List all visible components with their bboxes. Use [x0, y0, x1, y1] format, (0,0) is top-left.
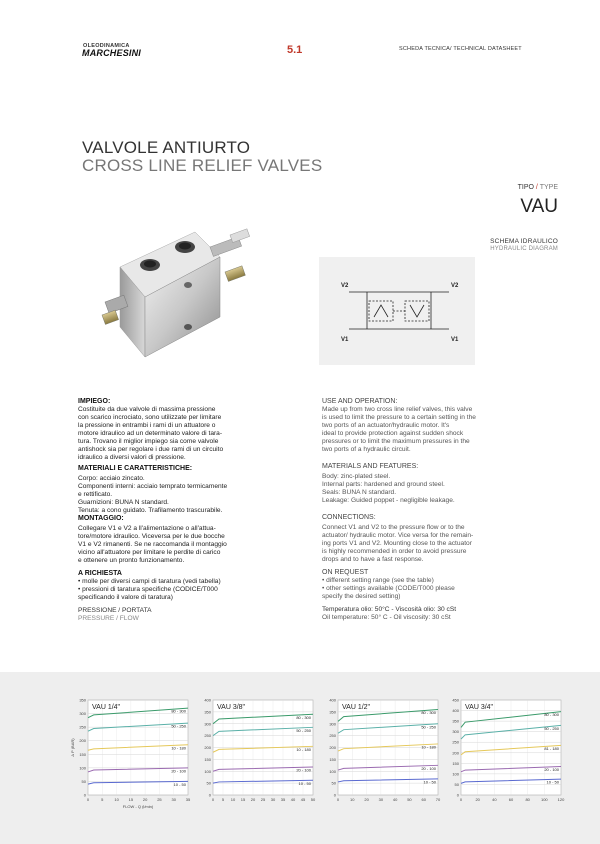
series-label: 10 - 180	[171, 745, 186, 751]
heading-richiesta: A RICHIESTA	[78, 570, 122, 577]
series-label: 80 - 300	[296, 714, 311, 720]
x-tick-label: 10	[350, 797, 355, 802]
y-tick-label: 50	[454, 781, 459, 787]
datasheet-label: SCHEDA TECNICA/ TECHNICAL DATASHEET	[399, 46, 522, 52]
text-materials: Body: zinc-plated steel. Internal parts: hardened and ground steel. Seals: BUNA N standard. Leakage: Guided poppet - negligible leakage.	[322, 473, 455, 504]
y-tick-label: 0	[333, 792, 336, 798]
series-label: 10 - 180	[296, 746, 311, 752]
page-title-en: CROSS LINE RELIEF VALVES	[82, 156, 323, 175]
text-richiesta: • molle per diversi campi di taratura (vedi tabella) • pressioni di taratura specifiche (CODICE/T000 specificando il valore di taratura)	[78, 578, 221, 601]
y-tick-label: 0	[456, 792, 459, 798]
x-tick-label: 10	[114, 797, 119, 802]
y-tick-label: 100	[79, 765, 86, 771]
text-impiego: Costituite da due valvole di massima pressione con scarico incrociato, sono utilizzate per limitare la pressione in entrambi i rami di un attuatore o motore idraulico ad un determinato valore di tara- tura. Trovano il miglior impiego sia come valvole antishock sia per regolare i due rami di un circuito idraulico a diversi valori di pressione.	[78, 406, 224, 461]
chart-vau-1-2	[320, 692, 445, 832]
series-label: 80 - 300	[171, 708, 186, 714]
x-tick-label: 25	[260, 797, 266, 802]
x-tick-label: 15	[240, 797, 246, 802]
chart-title: VAU 1/2"	[342, 704, 371, 711]
port-label: V2	[341, 283, 349, 289]
x-tick-label: 40	[290, 797, 296, 802]
y-tick-label: 400	[452, 708, 459, 714]
y-tick-label: 100	[452, 771, 459, 777]
y-tick-label: 100	[329, 768, 336, 774]
y-tick-label: 200	[204, 745, 211, 750]
x-tick-label: 10	[230, 797, 236, 802]
chart-vau-3-8	[195, 692, 320, 832]
series-label: 50 - 250	[421, 724, 436, 730]
y-tick-label: 150	[79, 751, 86, 757]
series-label: 81 - 180	[544, 745, 559, 751]
series-label: 20 - 100	[421, 765, 436, 771]
y-tick-label: 150	[204, 756, 211, 762]
y-tick-label: 250	[452, 739, 459, 745]
series-label: 50 - 250	[171, 723, 186, 729]
y-tick-label: 50	[331, 780, 336, 786]
x-tick-label: 5	[221, 797, 225, 802]
pressure-flow-it: PRESSIONE / PORTATA	[78, 607, 152, 614]
x-tick-label: 20	[475, 797, 480, 802]
x-tick-label: 40	[492, 797, 497, 802]
schema-title-en: HYDRAULIC DIAGRAM	[490, 246, 558, 252]
italian-section	[78, 398, 294, 623]
heading-impiego: IMPIEGO:	[78, 398, 111, 405]
y-tick-label: 300	[204, 721, 211, 727]
y-tick-label: 350	[79, 697, 86, 703]
x-tick-label: 120	[557, 797, 565, 802]
x-tick-label: 35	[280, 797, 286, 802]
chart-title: VAU 3/8"	[217, 704, 246, 711]
text-materiali: Corpo: acciaio zincato. Componenti interni: acciaio temprato termicamente e rettificato. Guarnizioni: BUNA N standard. Tenuta: a cono guidato. Trafilamento trascurabile.	[78, 475, 228, 514]
schema-title-it: SCHEMA IDRAULICO	[490, 238, 558, 245]
x-tick-label: 20	[142, 797, 148, 802]
y-tick-label: 350	[204, 709, 211, 715]
x-tick-label: 50	[407, 797, 412, 802]
y-tick-label: 350	[452, 718, 459, 724]
x-tick-label: 20	[250, 797, 256, 802]
x-tick-label: 0	[86, 797, 90, 802]
series-label: 80 - 300	[544, 712, 559, 718]
text-connections: Connect V1 and V2 to the pressure flow or to the actuator/ hydraulic motor. Vice versa for the remain- ing ports V1 and V2. Mounting close to the actuator is highly recommended in order to avoid pressure drops and to have a fast response.	[322, 524, 474, 563]
x-axis-label: FLOW - Q (l/min)	[122, 804, 154, 809]
x-tick-label: 45	[300, 797, 306, 802]
pressure-flow-en: PRESSURE / FLOW	[78, 615, 139, 622]
type-label	[518, 184, 558, 191]
heading-montaggio: MONTAGGIO:	[78, 515, 124, 522]
chart-vau-3-4	[443, 692, 568, 832]
x-tick-label: 5	[101, 797, 104, 802]
x-tick-label: 80	[525, 797, 530, 802]
x-tick-label: 50	[310, 797, 316, 802]
x-tick-label: 35	[185, 797, 191, 802]
hydraulic-diagram-svg	[319, 257, 475, 365]
heading-materials: MATERIALS AND FEATURES:	[322, 463, 419, 470]
chart-title: VAU 1/4"	[92, 704, 121, 711]
y-tick-label: 400	[204, 697, 211, 703]
series-label: 50 - 250	[544, 725, 559, 731]
x-tick-label: 30	[171, 797, 176, 802]
y-tick-label: 250	[204, 733, 211, 739]
port-label: V2	[451, 283, 459, 289]
y-tick-label: 250	[329, 733, 336, 739]
x-tick-label: 30	[270, 797, 276, 802]
series-label: 50 - 250	[296, 727, 311, 733]
y-tick-label: 300	[79, 711, 86, 717]
y-tick-label: 300	[452, 729, 459, 735]
company-logo-top: OLEODINAMICA	[83, 43, 130, 49]
series-label: 10 - 50	[298, 780, 311, 786]
x-tick-label: 0	[211, 797, 215, 802]
y-tick-label: 200	[79, 738, 86, 744]
chart-title: VAU 3/4"	[465, 704, 494, 711]
x-tick-label: 0	[336, 797, 340, 802]
heading-use: USE AND OPERATION:	[322, 398, 398, 405]
y-tick-label: 200	[452, 750, 459, 756]
heading-materiali: MATERIALI E CARATTERISTICHE:	[78, 465, 193, 472]
type-slash: /	[535, 184, 538, 191]
text-use: Made up from two cross line relief valves, this valve is used to limit the pressure to a certain setting in the two ports of an actuator/hydraulic motor. It's ideal to provide protection against sudden shock pressures or to limit the maximum pressures in the two ports of a hydraulic circuit.	[322, 406, 476, 453]
text-request: • different setting range (see the table) • other settings available (CODE/T000 please specify the desired setting)	[322, 577, 455, 600]
series-label: 10 - 50	[546, 779, 559, 785]
y-tick-label: 350	[329, 709, 336, 715]
page-title-it: VALVOLE ANTIURTO	[82, 138, 251, 157]
series-label: 10 - 50	[173, 781, 186, 787]
port-label: V1	[451, 337, 459, 343]
y-tick-label: 250	[79, 724, 86, 730]
y-tick-label: 150	[329, 756, 336, 762]
english-section	[322, 398, 522, 622]
text-montaggio: Collegare V1 e V2 a ll'alimentazione o all'attua- tore/motore idraulico. Viceversa per le due bocche V1 e V2 rimanenti. Se ne raccomanda il montaggio vicino all'attuatore per limitare le perdite di carico e ottenere un pronto funzionamento.	[78, 525, 227, 564]
y-tick-label: 150	[452, 760, 459, 766]
type-value: VAU	[520, 196, 558, 217]
x-tick-label: 0	[459, 797, 463, 802]
y-tick-label: 0	[208, 792, 211, 798]
x-tick-label: 15	[128, 797, 134, 802]
chart-vau-1-4	[70, 692, 195, 832]
y-tick-label: 450	[452, 697, 459, 703]
y-tick-label: 100	[204, 768, 211, 774]
x-tick-label: 70	[435, 797, 441, 802]
port-label: V1	[341, 337, 349, 343]
type-label-it: TIPO	[517, 184, 534, 191]
oil-temperature-it: Temperatura olio: 50°C - Viscosità olio: 30 cSt	[322, 606, 457, 613]
heading-request: ON REQUEST	[322, 569, 369, 576]
y-tick-label: 200	[329, 745, 336, 750]
x-tick-label: 100	[540, 797, 548, 802]
series-label: 20 - 100	[544, 767, 559, 772]
oil-temperature-en: Oil temperature: 50° C - Oil viscosity: 30 cSt	[322, 614, 451, 621]
x-tick-label: 60	[421, 797, 426, 802]
valve-product-image	[100, 217, 260, 367]
series-label: 10 - 180	[421, 744, 436, 750]
y-tick-label: 0	[83, 792, 86, 798]
series-label: 10 - 50	[423, 779, 436, 785]
y-tick-label: 400	[329, 697, 336, 703]
y-tick-label: 50	[81, 778, 86, 784]
y-tick-label: 300	[329, 721, 336, 727]
series-label: 80 - 300	[421, 710, 436, 715]
x-tick-label: 40	[392, 797, 398, 802]
y-axis-label: Δ P (BAR)	[70, 738, 75, 757]
hydraulic-diagram	[319, 257, 475, 365]
x-tick-label: 30	[378, 797, 384, 802]
company-logo: MARCHESINI	[82, 48, 142, 58]
page-number: 5.1	[287, 44, 303, 56]
x-tick-label: 25	[157, 797, 162, 802]
series-label: 20 - 100	[171, 768, 186, 774]
x-tick-label: 60	[508, 797, 514, 802]
heading-connections: CONNECTIONS:	[322, 514, 376, 521]
series-label: 20 - 100	[296, 767, 311, 773]
type-label-en: TYPE	[539, 184, 558, 191]
y-tick-label: 50	[206, 780, 211, 786]
x-tick-label: 20	[364, 797, 369, 802]
